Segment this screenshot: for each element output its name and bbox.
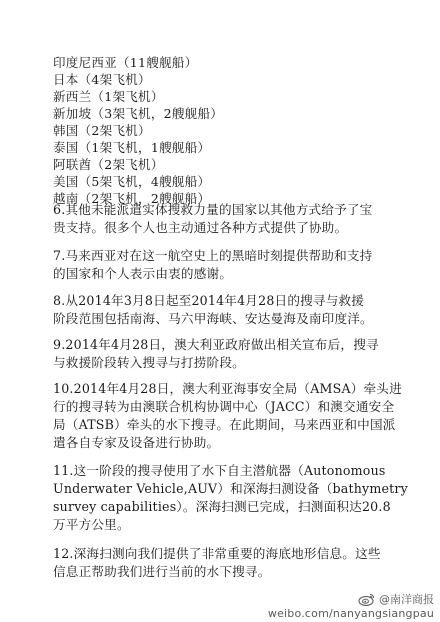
paragraph-10 <box>53 380 405 452</box>
paragraph-line: 8.从2014年3月8日起至2014年4月28日的搜寻与救援 <box>53 293 365 308</box>
paragraph-line: 的国家和个人表示由衷的感谢。 <box>53 266 233 281</box>
paragraph-12 <box>53 545 405 581</box>
paragraph-9 <box>53 336 405 372</box>
paragraph-line: 行的搜寻转为由澳联合机构协调中心（JACC）和澳交通安全 <box>53 399 395 414</box>
paragraph-line: 贵支持。很多个人也主动通过各种方式提供了协助。 <box>53 220 348 235</box>
watermark-handle-row <box>358 591 434 607</box>
paragraph-7 <box>53 247 405 283</box>
list-item: 日本（4架飞机） <box>53 72 151 87</box>
list-item: 印度尼西亚（11艘舰船） <box>53 55 198 70</box>
list-item: 美国（5架飞机，4艘舰船） <box>53 174 211 189</box>
paragraph-line: 阶段范围包括南海、马六甲海峡、安达曼海及南印度洋。 <box>53 311 373 326</box>
watermark-text <box>268 591 434 620</box>
weibo-logo-icon <box>358 592 376 606</box>
list-item: 泰国（1架飞机，1艘舰船） <box>53 140 211 155</box>
list-item: 新西兰（1架飞机） <box>53 89 164 104</box>
paragraph-line: 局（ATSB）牵头的水下搜寻。在此期间，马来西亚和中国派 <box>53 417 396 432</box>
paragraph-6 <box>53 201 405 237</box>
paragraph-line: 7.马来西亚对在这一航空史上的黑暗时刻提供帮助和支持 <box>53 248 373 263</box>
list-item: 新加坡（3架飞机，2艘舰船） <box>53 106 224 121</box>
watermark-handle: @南洋商报 <box>379 593 434 606</box>
weibo-watermark <box>268 591 434 620</box>
paragraph-line: survey capabilities）。深海扫测已完成，扫测面积达20.8 <box>53 499 391 514</box>
paragraph-line: 万平方公里。 <box>53 517 130 532</box>
country-list <box>53 54 413 207</box>
paragraph-8 <box>53 292 405 328</box>
paragraph-line: 与救援阶段转入搜寻与打捞阶段。 <box>53 355 245 370</box>
paragraph-line: 遣各自专家及设备进行协助。 <box>53 435 220 450</box>
paragraph-line: 9.2014年4月28日，澳大利亚政府做出相关宣布后，搜寻 <box>53 337 379 352</box>
list-item: 阿联酋（2架飞机） <box>53 157 164 172</box>
paragraph-line: 10.2014年4月28日，澳大利亚海事安全局（AMSA）牵头进 <box>53 381 402 396</box>
list-item: 越南（2架飞机，2艘舰船） <box>53 191 211 206</box>
watermark-url: weibo.com/nanyangsiangpau <box>267 607 434 620</box>
list-item: 韩国（2架飞机） <box>53 123 151 138</box>
paragraph-line: Underwater Vehicle,AUV）和深海扫测设备（bathymetry <box>53 481 408 496</box>
paragraph-line: 12.深海扫测向我们提供了非常重要的海底地形信息。这些 <box>53 546 381 561</box>
paragraph-line: 信息正帮助我们进行当前的水下搜寻。 <box>53 564 271 579</box>
paragraph-11 <box>53 462 408 534</box>
paragraph-line: 6.其他未能派遣实体搜救力量的国家以其他方式给予了宝 <box>53 202 373 217</box>
paragraph-line: 11.这一阶段的搜寻使用了水下自主潜航器（Autonomous <box>53 463 386 478</box>
